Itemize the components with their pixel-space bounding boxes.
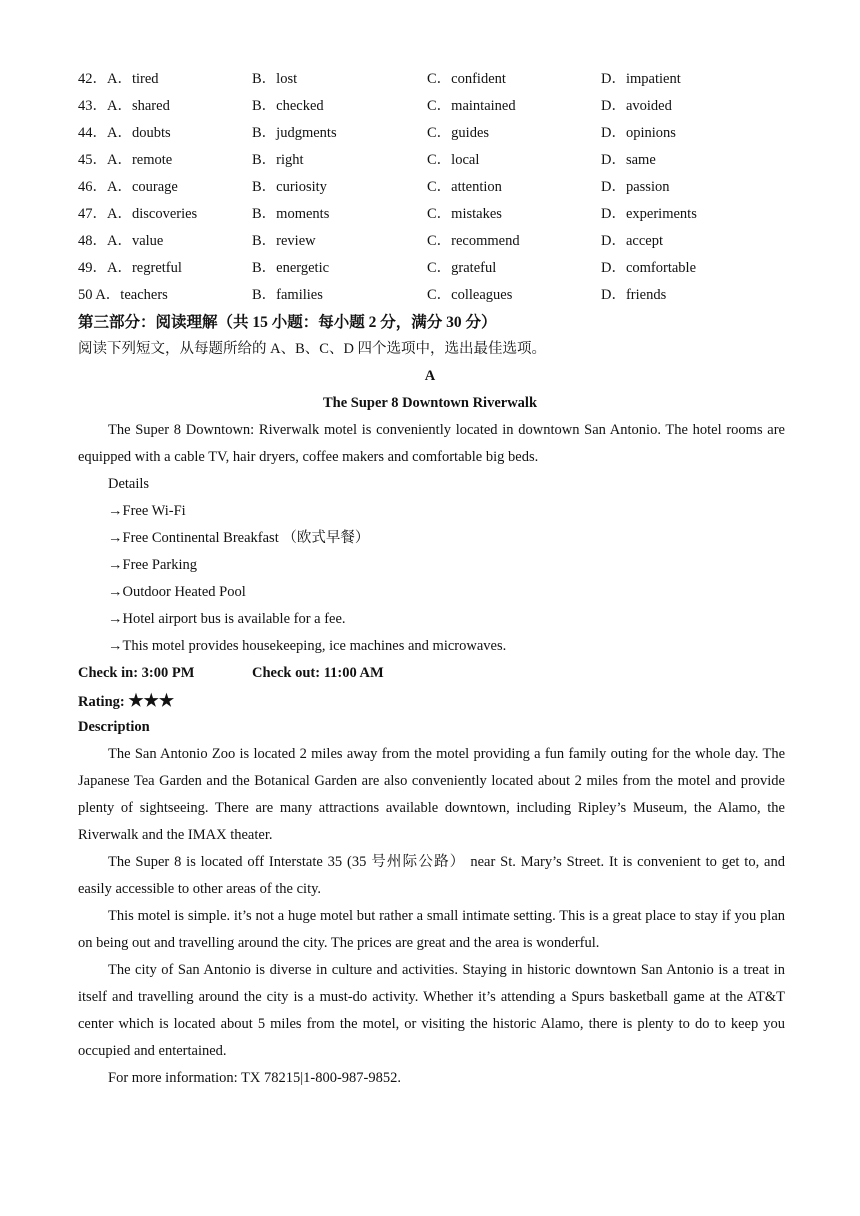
option-a: 46．A．courage	[78, 179, 178, 195]
option-b: B．families	[252, 287, 323, 303]
option-a: 50 A．teachers	[78, 287, 168, 303]
question-row	[0, 174, 860, 201]
option-d: D．passion	[601, 179, 670, 195]
option-b: B．judgments	[252, 125, 337, 141]
description-paragraph: The city of San Antonio is diverse in culture and activities. Staying in historic downtown San Antonio is a treat in itself and travelling around the city is a must-do activity. Whether it’s attending a Spurs basketball game at the AT&T center which is located about 5 miles from the motel, or visiting the historic Alamo, there is plenty to do to keep you occupied and entertained.	[78, 962, 785, 1059]
passage-title: The Super 8 Downtown Riverwalk	[322, 395, 538, 411]
option-a: 45．A．remote	[78, 152, 173, 168]
passage-letter: A	[424, 368, 436, 384]
detail-item: →Free Parking	[108, 557, 197, 573]
question-row	[0, 120, 860, 147]
section-instruction: 阅读下列短文，从每题所给的 A、B、C、D 四个选项中，选出最佳选项。	[78, 341, 547, 357]
option-d: D．friends	[601, 287, 667, 303]
option-c: C．recommend	[427, 233, 520, 249]
description-paragraph: The San Antonio Zoo is located 2 miles away from the motel providing a fun family outing for the whole day. The Japanese Tea Garden and the Botanical Garden are also conveniently located about 2 miles from the motel and provide plenty of sightseeing. There are many attractions available downtown, including Ripley’s Museum, the Alamo, the Riverwalk and the IMAX theater.	[78, 746, 785, 843]
rating-label: Rating:	[78, 694, 125, 710]
option-b: B．review	[252, 233, 316, 249]
option-a: 48．A．value	[78, 233, 164, 249]
option-b: B．right	[252, 152, 304, 168]
option-b: B．lost	[252, 71, 298, 87]
option-d: D．accept	[601, 233, 663, 249]
question-row	[0, 66, 860, 93]
details-label: Details	[108, 476, 150, 492]
option-c: C．mistakes	[427, 206, 502, 222]
option-c: C．maintained	[427, 98, 516, 114]
option-d: D．same	[601, 152, 656, 168]
description-paragraph: This motel is simple. it’s not a huge motel but rather a small intimate setting. This is a great place to stay if you plan on being out and travelling around the city. The prices are great and the area is wonderful.	[78, 908, 785, 951]
option-a: 44．A．doubts	[78, 125, 171, 141]
check-out: Check out: 11:00 AM	[252, 665, 384, 681]
detail-item: →This motel provides housekeeping, ice machines and microwaves.	[108, 638, 507, 654]
option-a: 49．A．regretful	[78, 260, 182, 276]
option-b: B．moments	[252, 206, 330, 222]
section-heading: 第三部分：阅读理解（共 15 小题：每小题 2 分，满分 30 分）	[78, 314, 497, 331]
question-row	[0, 282, 860, 309]
option-c: C．attention	[427, 179, 502, 195]
option-a: 47．A．discoveries	[78, 206, 198, 222]
option-b: B．checked	[252, 98, 324, 114]
intro-paragraph: The Super 8 Downtown: Riverwalk motel is conveniently located in downtown San Antonio. The hotel rooms are equipped with a cable TV, hair dryers, coffee makers and comfortable big beds.	[78, 422, 785, 465]
option-b: B．curiosity	[252, 179, 327, 195]
check-in: Check in: 3:00 PM	[78, 665, 195, 681]
detail-item: →Hotel airport bus is available for a fee.	[108, 611, 346, 627]
option-d: D．impatient	[601, 71, 681, 87]
option-a: 43．A．shared	[78, 98, 170, 114]
detail-item: →Free Wi-Fi	[108, 503, 186, 519]
question-row	[0, 93, 860, 120]
option-c: C．colleagues	[427, 287, 513, 303]
option-d: D．comfortable	[601, 260, 697, 276]
star-rating-icon: ★★★	[128, 691, 175, 710]
description-label: Description	[78, 719, 150, 735]
option-c: C．guides	[427, 125, 490, 141]
option-c: C．confident	[427, 71, 506, 87]
question-row	[0, 201, 860, 228]
question-row	[0, 147, 860, 174]
check-times	[78, 660, 785, 687]
option-d: D．opinions	[601, 125, 676, 141]
option-d: D．experiments	[601, 206, 697, 222]
option-d: D．avoided	[601, 98, 672, 114]
question-row	[0, 255, 860, 282]
option-b: B．energetic	[252, 260, 330, 276]
description-paragraph: The Super 8 is located off Interstate 35 (35 号州际公路） near St. Mary’s Street. It is convenient to get to, and easily accessible to other areas of the city.	[78, 854, 785, 897]
question-row	[0, 228, 860, 255]
option-c: C．local	[427, 152, 480, 168]
option-a: 42．A．tired	[78, 71, 159, 87]
detail-item: →Free Continental Breakfast （欧式早餐）	[108, 530, 370, 546]
rating	[78, 687, 174, 716]
detail-item: →Outdoor Heated Pool	[108, 584, 246, 600]
more-info: For more information: TX 78215|1-800-987-9852.	[108, 1070, 402, 1086]
option-c: C．grateful	[427, 260, 497, 276]
